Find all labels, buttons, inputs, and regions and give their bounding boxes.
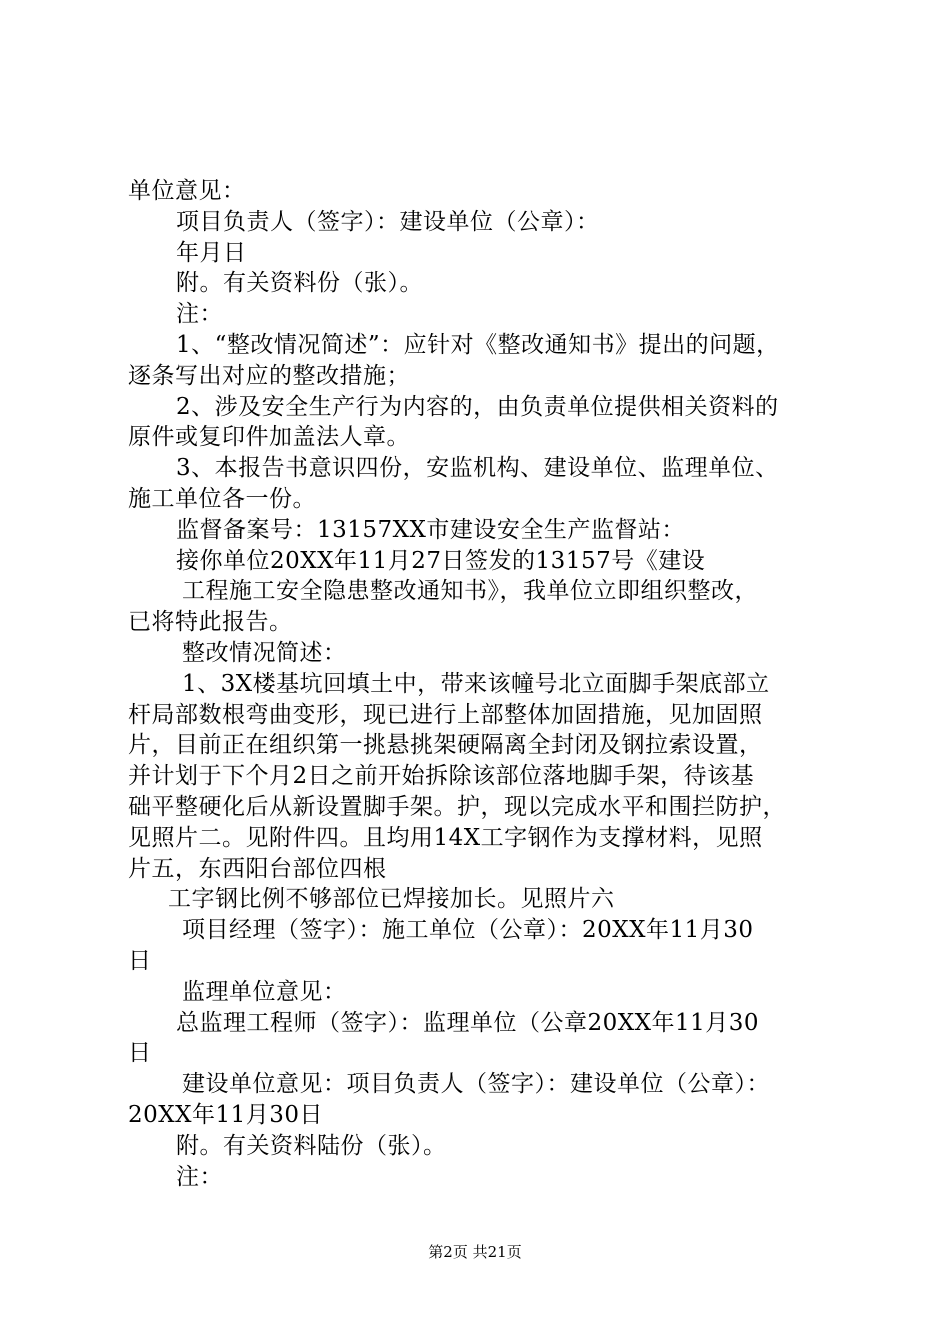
document-line: 年月日 xyxy=(176,239,247,266)
document-line: 杆局部数根弯曲变形，现已进行上部整体加固措施，见加固照 xyxy=(128,701,763,728)
document-line: 日 xyxy=(128,1040,152,1067)
page-footer: 第2页 共21页 xyxy=(428,1243,522,1261)
document-line: 接你单位20XX年11月27日签发的13157号《建设 xyxy=(176,547,706,574)
document-line: 总监理工程师（签字）：监理单位（公章20XX年11月30 xyxy=(176,1009,760,1036)
document-line: 项目负责人（签字）：建设单位（公章）： xyxy=(176,208,600,235)
document-line: 工程施工安全隐患整改通知书》，我单位立即组织整改， xyxy=(182,578,758,605)
document-line: 监督备案号：13157XX市建设安全生产监督站： xyxy=(176,516,685,543)
document-line: 20XX年11月30日 xyxy=(128,1101,324,1128)
document-line: 原件或复印件加盖法人章。 xyxy=(128,424,410,451)
document-line: 附。有关资料份（张）。 xyxy=(176,270,423,297)
document-line: 单位意见： xyxy=(128,178,246,204)
document-body xyxy=(128,176,840,1192)
document-line: 2、涉及安全生产行为内容的，由负责单位提供相关资料的 xyxy=(176,393,779,420)
document-line: 见照片二。见附件四。且均用14X工字钢作为支撑材料，见照 xyxy=(128,824,763,851)
document-line: 施工单位各一份。 xyxy=(128,485,316,512)
document-line: 日 xyxy=(128,947,152,974)
document-line: 并计划于下个月2日之前开始拆除该部位落地脚手架，待该基 xyxy=(128,763,755,790)
document-line: 础平整硬化后从新设置脚手架。护，现以完成水平和围拦防护， xyxy=(128,793,786,820)
document-line: 工字钢比例不够部位已焊接加长。见照片六 xyxy=(168,886,615,913)
document-line: 附。有关资料陆份（张）。 xyxy=(176,1132,447,1159)
document-line: 1、“整改情况简述”：应针对《整改通知书》提出的问题， xyxy=(176,331,780,358)
document-line: 建设单位意见：项目负责人（签字）：建设单位（公章）： xyxy=(182,1071,770,1098)
document-line: 片五，东西阳台部位四根 xyxy=(128,855,387,882)
document-line: 监理单位意见： xyxy=(182,978,347,1005)
document-line: 片，目前正在组织第一挑悬挑架硬隔离全封闭及钢拉索设置， xyxy=(128,732,763,759)
document-line: 整改情况简述： xyxy=(182,639,347,666)
document-line: 项目经理（签字）：施工单位（公章）：20XX年11月30 xyxy=(182,917,754,944)
document-line: 3、本报告书意识四份，安监机构、建设单位、监理单位、 xyxy=(176,455,779,482)
document-line: 注： xyxy=(176,1163,223,1190)
document-line: 注： xyxy=(176,301,223,328)
document-line: 1、3X楼基坑回填土中，带来该幢号北立面脚手架底部立 xyxy=(182,670,770,697)
document-line: 逐条写出对应的整改措施； xyxy=(128,362,410,389)
document-line: 已将特此报告。 xyxy=(128,609,293,636)
